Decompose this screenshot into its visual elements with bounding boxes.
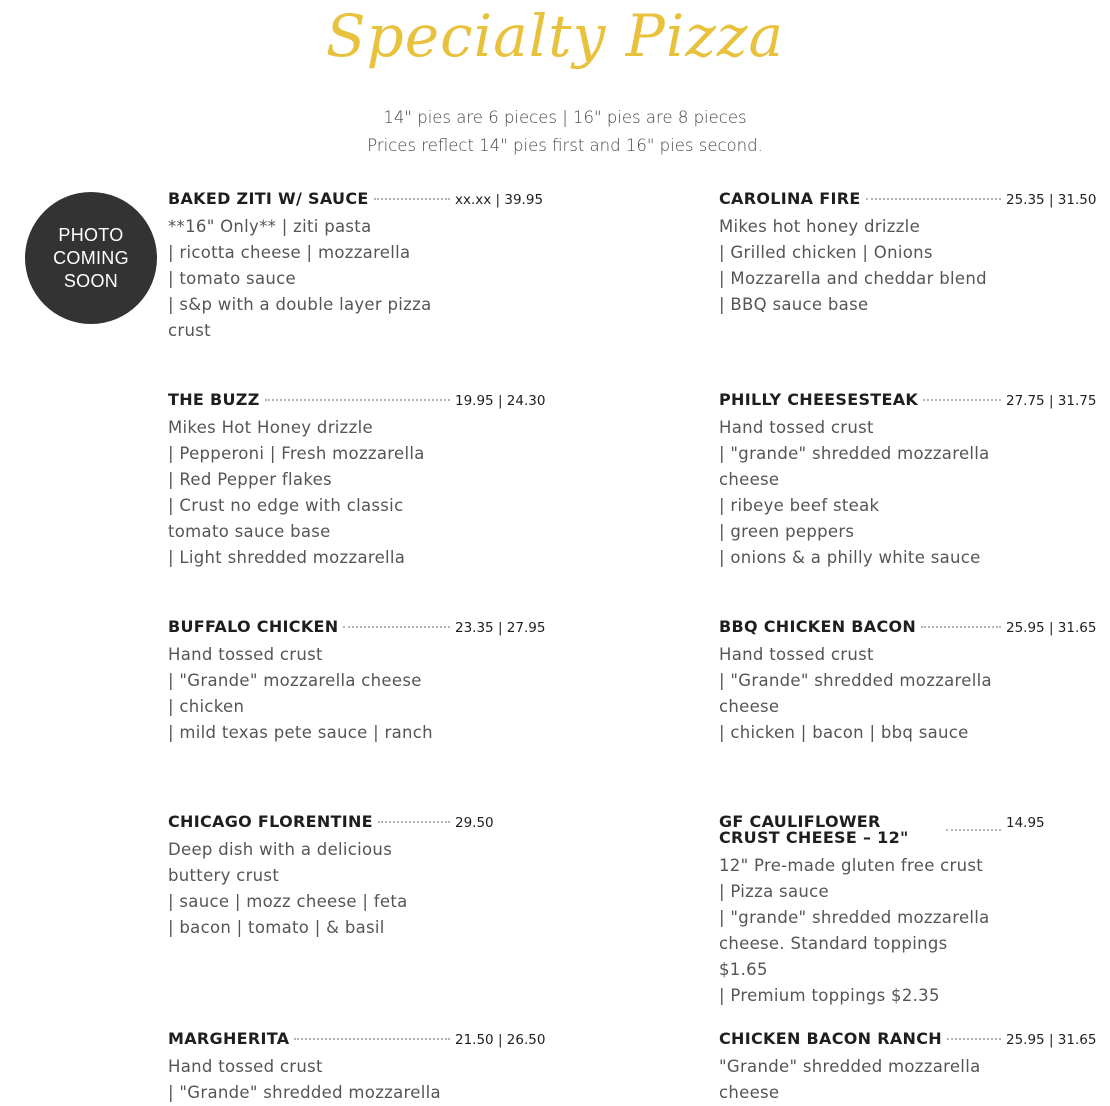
page-title: Specialty Pizza — [325, 2, 785, 70]
item-desc-line: | chicken — [168, 697, 245, 716]
item-desc-line: Mikes Hot Honey drizzle — [168, 418, 373, 437]
item-desc-line: | Pizza sauce — [719, 882, 829, 901]
photo-placeholder-line: COMING — [53, 247, 129, 268]
item-name: THE BUZZ — [168, 390, 260, 409]
photo-placeholder-line: PHOTO — [58, 224, 124, 245]
item-desc-line: | ricotta cheese | mozzarella — [168, 243, 411, 262]
item-desc-line: | Red Pepper flakes — [168, 470, 332, 489]
item-desc-line: | "grande" shredded mozzarella cheese — [719, 444, 990, 489]
item-desc-line: | ribeye beef steak — [719, 496, 880, 515]
item-name: BAKED ZITI W/ SAUCE — [168, 189, 369, 208]
leader-dots — [923, 399, 1001, 401]
item-price: 21.50 | 26.50 — [455, 1032, 546, 1048]
leader-dots — [378, 821, 450, 823]
item-desc-line: | tomato sauce — [168, 269, 296, 288]
photo-coming-soon-placeholder — [25, 192, 157, 324]
item-price: 25.35 | 31.50 — [1006, 192, 1097, 208]
item-desc-line: Hand tossed crust — [168, 1057, 323, 1076]
subtitle-prices: Prices reflect 14" pies first and 16" pies second. — [367, 136, 763, 155]
item-price: 25.95 | 31.65 — [1006, 1032, 1097, 1048]
item-desc-line: | onions & a philly white sauce — [719, 548, 981, 567]
item-name: GF CAULIFLOWER CRUST CHEESE – 12" — [719, 812, 909, 847]
item-desc-line: | "Grande" shredded mozzarella — [168, 1083, 441, 1102]
leader-dots — [294, 1038, 450, 1040]
leader-dots — [265, 399, 450, 401]
item-price: xx.xx | 39.95 — [455, 192, 544, 208]
item-desc-line: | s&p with a double layer pizza crust — [168, 295, 432, 340]
item-desc-line: "Grande" shredded mozzarella cheese — [719, 1057, 981, 1102]
item-desc-line: Deep dish with a delicious buttery crust — [168, 840, 393, 885]
menu-item-carolina-fire — [719, 189, 1097, 318]
photo-placeholder-line: SOON — [63, 270, 119, 291]
item-desc-line: | "Grande" mozzarella cheese — [168, 671, 422, 690]
item-price: 14.95 — [1006, 815, 1045, 831]
leader-dots — [343, 626, 450, 628]
item-name: CHICAGO FLORENTINE — [168, 812, 373, 831]
item-desc-line: | sauce | mozz cheese | feta — [168, 892, 408, 911]
item-price: 27.75 | 31.75 — [1006, 393, 1097, 409]
menu-item-baked-ziti — [168, 189, 544, 344]
item-desc-line: Hand tossed crust — [719, 418, 874, 437]
menu-item-bbq-chicken-bacon — [719, 617, 1097, 746]
item-name: CHICKEN BACON RANCH — [719, 1029, 942, 1048]
item-desc-line: **16" Only** | ziti pasta — [168, 217, 372, 236]
item-price: 23.35 | 27.95 — [455, 620, 546, 636]
item-desc-line: | bacon | tomato | & basil — [168, 918, 385, 937]
menu-item-buffalo-chicken — [168, 617, 546, 746]
item-desc-line: | "Grande" shredded mozzarella cheese — [719, 671, 992, 716]
subtitle-pieces: 14" pies are 6 pieces | 16" pies are 8 pieces — [383, 108, 747, 127]
menu-item-gf-cauliflower-crust — [719, 814, 1089, 1009]
item-desc-line: | green peppers — [719, 522, 855, 541]
item-desc-line: | Mozzarella and cheddar blend — [719, 269, 987, 288]
menu-item-chicago-florentine — [168, 814, 538, 941]
item-desc-line: | chicken | bacon | bbq sauce — [719, 723, 969, 742]
item-name: PHILLY CHEESESTEAK — [719, 390, 919, 409]
menu-item-the-buzz — [168, 390, 546, 571]
item-desc-line: | "grande" shredded mozzarella cheese. Standard toppings $1.65 — [719, 908, 990, 979]
item-desc-line: | Grilled chicken | Onions — [719, 243, 933, 262]
item-name: BBQ CHICKEN BACON — [719, 617, 917, 636]
item-desc-line: | Pepperoni | Fresh mozzarella — [168, 444, 425, 463]
item-desc-line: | Premium toppings $2.35 — [719, 986, 940, 1005]
item-desc-line: | Light shredded mozzarella — [168, 548, 406, 567]
leader-dots — [947, 1038, 1001, 1040]
item-desc-line: | Crust no edge with classic tomato sauce base — [168, 496, 404, 541]
item-price: 25.95 | 31.65 — [1006, 620, 1097, 636]
leader-dots — [866, 198, 1001, 200]
menu-item-margherita — [168, 1029, 546, 1106]
item-name: CAROLINA FIRE — [719, 189, 861, 208]
item-price: 19.95 | 24.30 — [455, 393, 546, 409]
menu-item-chicken-bacon-ranch — [719, 1029, 1097, 1106]
menu-item-philly-cheesesteak — [719, 390, 1097, 571]
leader-dots — [946, 829, 1001, 831]
item-desc-line: | mild texas pete sauce | ranch — [168, 723, 433, 742]
leader-dots — [921, 626, 1001, 628]
item-desc-line: 12" Pre-made gluten free crust — [719, 856, 984, 875]
item-desc-line: | BBQ sauce base — [719, 295, 869, 314]
item-name: MARGHERITA — [168, 1029, 290, 1048]
item-desc-line: Hand tossed crust — [168, 645, 323, 664]
item-name: BUFFALO CHICKEN — [168, 617, 339, 636]
item-desc-line: Hand tossed crust — [719, 645, 874, 664]
leader-dots — [374, 198, 450, 200]
item-desc-line: Mikes hot honey drizzle — [719, 217, 921, 236]
item-price: 29.50 — [455, 815, 494, 831]
